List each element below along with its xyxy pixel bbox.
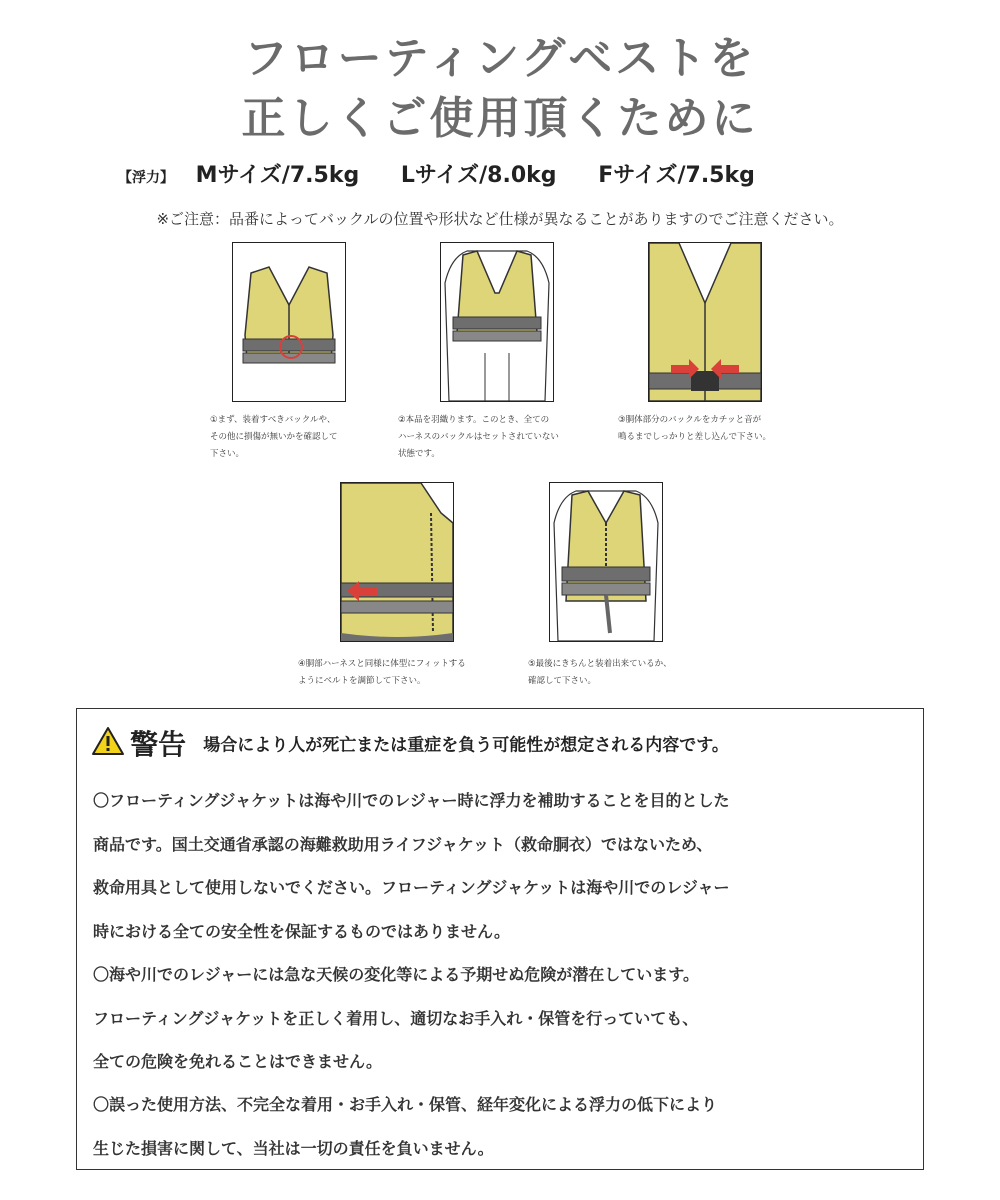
buoyancy-size-m: Mサイズ/7.5kg: [195, 163, 360, 188]
buoyancy-spec: [118, 158, 789, 189]
caption-line: ①まず、装着すべきバックルや、: [210, 415, 336, 425]
buoyancy-label: 【浮力】: [118, 170, 174, 186]
warning-paragraph-2: [93, 953, 913, 1084]
step3-illustration: [648, 242, 762, 402]
caption-line: ハーネスのバックルはセットされていない: [398, 432, 559, 442]
step5-illustration: [549, 482, 663, 642]
warning-line: 救命用具として使用しないでください。フローティングジャケットは海や川でのレジャー: [93, 878, 730, 897]
warning-paragraph-1: [93, 779, 913, 953]
warning-line: フローティングジャケットを正しく着用し、適切なお手入れ・保管を行っていても、: [93, 1008, 699, 1028]
warning-paragraph-3: [93, 1083, 913, 1170]
step2-illustration: [440, 242, 554, 402]
page-title-line2: 正しくご使用頂くために: [241, 93, 759, 144]
caption-line: ②本品を羽織ります。このとき、全ての: [398, 415, 550, 425]
step2-caption: [398, 412, 608, 463]
caption-line: 鳴るまでしっかりと差し込んで下さい。: [618, 432, 772, 442]
step4-illustration: [340, 482, 454, 642]
warning-line: 〇海や川でのレジャーには急な天候の変化等による予期せぬ危険が潜在しています。: [93, 965, 700, 984]
warning-line: 全ての危険を免れることはできません。: [93, 1052, 382, 1071]
caption-line: ⑤最後にきちんと装着出来ているか、: [528, 659, 672, 669]
warning-line: 商品です。国土交通省承認の海難救助用ライフジャケット（救命胴衣）ではないため、: [93, 834, 713, 854]
step1-illustration: [232, 242, 346, 402]
buoyancy-size-f: Fサイズ/7.5kg: [598, 163, 755, 188]
caption-line: 下さい。: [210, 449, 245, 459]
warning-header: [91, 723, 729, 763]
caption-line: ようにベルトを調節して下さい。: [298, 676, 426, 686]
warning-line: 〇フローティングジャケットは海や川でのレジャー時に浮力を補助することを目的とした: [93, 791, 730, 810]
caption-line: ③胴体部分のバックルをカチッと音が: [618, 415, 762, 425]
buoyancy-size-l: Lサイズ/8.0kg: [400, 163, 557, 188]
caption-line: 状態です。: [398, 449, 440, 459]
warning-line: 時における全ての安全性を保証するものではありません。: [93, 921, 510, 941]
page-title-line1: フローティングベストを: [243, 33, 757, 84]
caption-line: ④胴部ハーネスと同様に体型にフィットする: [298, 659, 466, 669]
step4-caption: [298, 656, 518, 690]
warning-line: 〇誤った使用方法、不完全な着用・お手入れ・保管、経年変化による浮力の低下により: [93, 1095, 718, 1114]
warning-icon: [91, 726, 125, 760]
warning-box: [76, 708, 924, 1170]
warning-title: 警告: [130, 728, 187, 761]
step5-caption: [528, 656, 718, 690]
notice-text: ※ご注意：品番によってバックルの位置や形状など仕様が異なることがありますのでご注意ください。: [156, 210, 844, 228]
warning-line: 生じた損害に関して、当社は一切の責任を負いません。: [93, 1138, 494, 1158]
caption-line: その他に損傷が無いかを確認して: [210, 432, 338, 442]
caption-line: 確認して下さい。: [528, 676, 597, 686]
step3-caption: [618, 412, 808, 446]
step1-caption: [210, 412, 380, 463]
warning-description: 場合により人が死亡または重症を負う可能性が想定される内容です。: [203, 735, 729, 756]
